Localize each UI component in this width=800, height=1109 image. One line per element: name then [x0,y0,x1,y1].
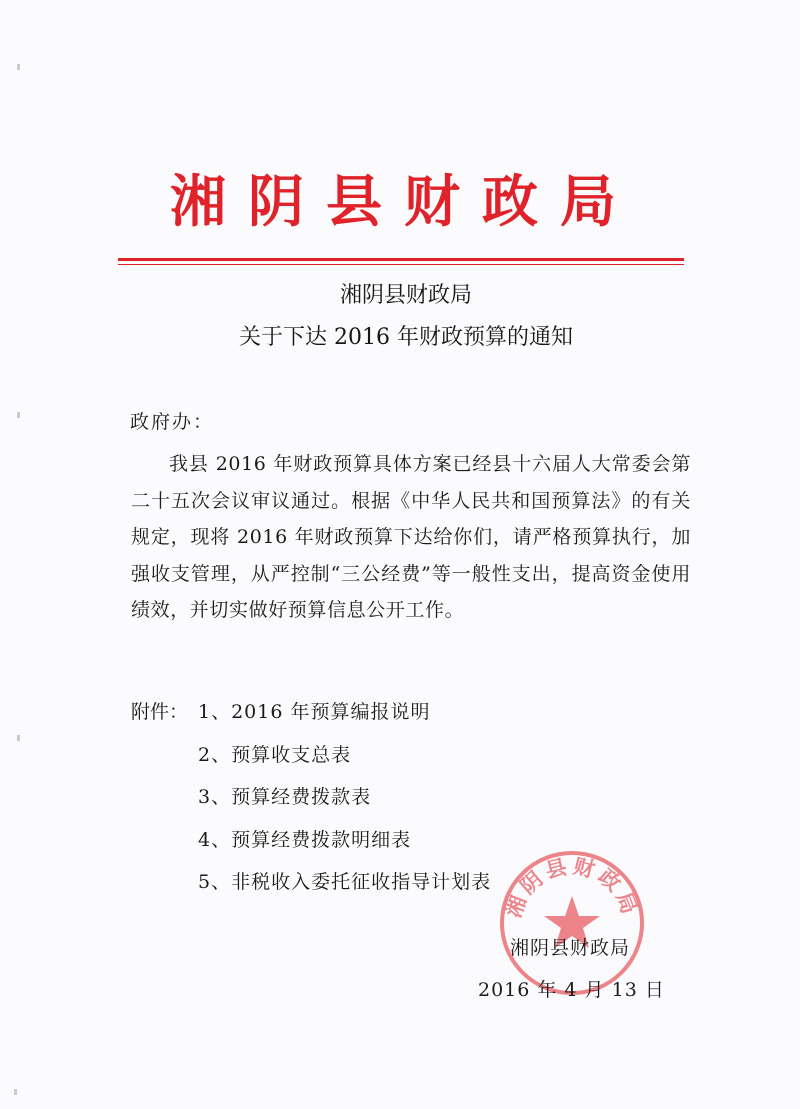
body-paragraph: 我县 2016 年财政预算具体方案已经县十六届人大常委会第二十五次会议审议通过。根据《中华人民共和国预算法》的有关规定，现将 2016 年财政预算下达给你们，请严格预算执行，加强收支管理，从严控制“三公经费”等一般性支出，提高资金使用绩效，并切实做好预算信息公开工作。 [131,453,691,622]
signature-issuer: 湘阴县财政局 [510,937,631,959]
letterhead-rule-thick [118,258,684,261]
scan-mark [14,1089,17,1095]
scan-mark [17,412,20,418]
attachment-item: 5、非税收入委托征收指导计划表 [198,871,492,893]
attachment-item: 1、2016 年预算编报说明 [198,701,431,723]
attachment-item: 4、预算经费拨款明细表 [198,828,412,851]
attachment-item: 2、预算收支总表 [198,743,352,766]
letterhead-rule-thin [118,264,684,265]
addressee: 政府办： [130,411,215,433]
seal-text: 湘阴县财政局 [501,853,643,921]
letterhead-title: 湘阴县财政局 [170,170,638,235]
attachments-label: 附件： [131,701,189,723]
attachments-list [198,698,491,911]
scan-mark [17,735,20,741]
attachment-item: 3、预算经费拨款表 [198,786,372,808]
scan-mark [17,64,20,70]
issuer-line: 湘阴县财政局 [339,283,472,308]
subject-line: 关于下达 2016 年财政预算的通知 [239,325,573,350]
issue-date: 2016 年 4 月 13 日 [478,979,665,1001]
